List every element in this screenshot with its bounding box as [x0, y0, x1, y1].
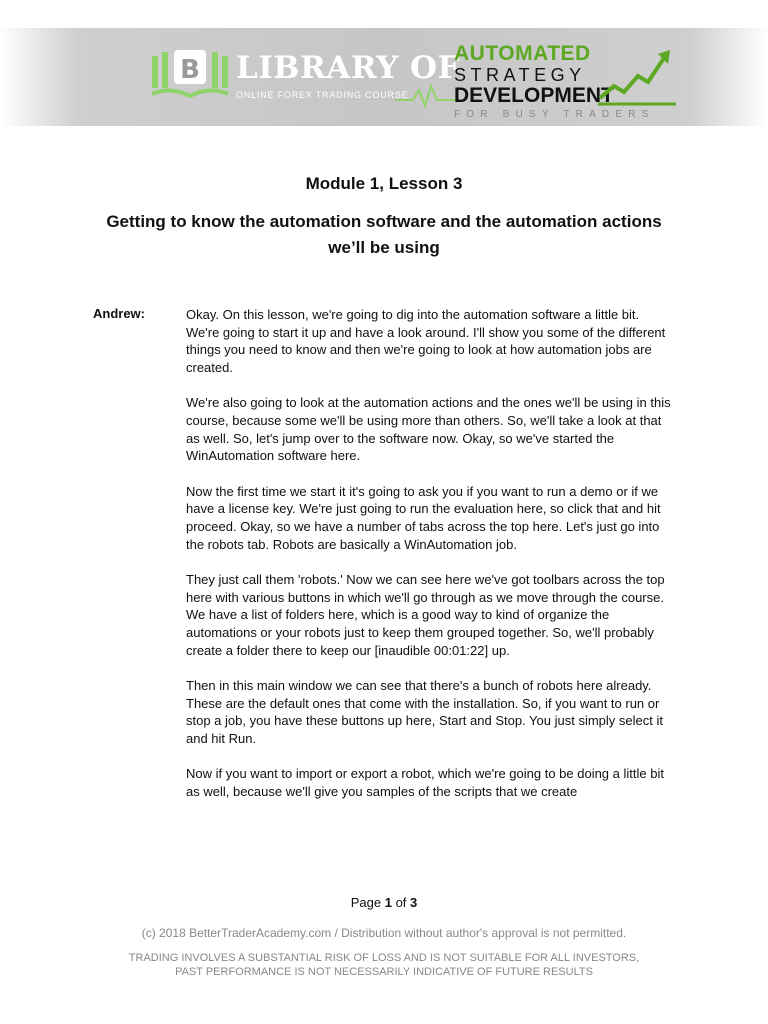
- strategy-line-automated: AUTOMATED: [454, 42, 591, 65]
- page-number: [0, 895, 768, 910]
- strategy-line-tagline: FOR BUSY TRADERS: [454, 109, 655, 120]
- page-total: 3: [410, 895, 418, 910]
- library-subtitle: ONLINE FOREX TRADING COURSE: [236, 90, 409, 100]
- transcript-paragraph: They just call them 'robots.' Now we can see here we've got toolbars across the top here with various buttons in which we'll go through as we move through the course. We have a list of folders here, which is a good way to kind of organize the automations or your robots just to keep them grouped together. So, we'll probably create a folder there to keep our [inaudible 00:01:22] up.: [186, 571, 665, 658]
- logo-letter: B: [180, 55, 200, 85]
- transcript-paragraph: We're also going to look at the automation actions and the ones we'll be using in this course, because some we'll be using more than others. So, we'll take a look at that as well. So, let's jump over to the software now. Okay, so we've started the WinAutomation software here.: [186, 395, 671, 464]
- speaker-label: Andrew:: [93, 306, 145, 321]
- page-current: 1: [384, 895, 392, 910]
- risk-disclaimer: [0, 951, 768, 979]
- trend-chart-icon: [598, 46, 678, 106]
- pulse-line-icon: [395, 80, 460, 110]
- transcript-paragraph: Now the first time we start it it's going to ask you if you want to run a demo or if we have a license key. We're just going to run the evaluation here, so click that and hit proceed. Okay, so we have a number of tabs across the top here. Let's just go into the robots tab. Robots are basically a WinAutomation job.: [186, 483, 661, 552]
- header-banner: [0, 28, 768, 126]
- library-book-logo-icon: [150, 50, 230, 106]
- transcript-paragraph: Now if you want to import or export a robot, which we're going to be doing a little bit as well, because we'll give you samples of the scripts that we create: [186, 766, 664, 799]
- strategy-line-development: DEVELOPMENT: [454, 84, 614, 107]
- transcript-paragraph: Then in this main window we can see that there's a bunch of robots here already. These are the default ones that come with the installation. So, if you want to run or stop a job, you have these buttons up here, Start and Stop. You just simply select it and hit Run.: [186, 677, 663, 747]
- module-heading: Module 1, Lesson 3: [305, 174, 463, 193]
- library-title: LIBRARY OF: [236, 50, 461, 86]
- disclaimer-line: TRADING INVOLVES A SUBSTANTIAL RISK OF LOSS AND IS NOT SUITABLE FOR ALL INVESTORS,: [128, 952, 640, 964]
- strategy-line-strategy: STRATEGY: [454, 65, 586, 85]
- copyright-notice: (c) 2018 BetterTraderAcademy.com / Distribution without author's approval is not permitted.: [141, 926, 627, 940]
- transcript-body: [186, 306, 672, 818]
- transcript-paragraph: Okay. On this lesson, we're going to dig into the automation software a little bit. We're going to start it up and have a look around. I'll show you some of the different things you need to know and then we're going to look at how automation jobs are created.: [186, 307, 666, 376]
- page-label: Page: [350, 895, 382, 910]
- disclaimer-line: PAST PERFORMANCE IS NOT NECESSARILY INDICATIVE OF FUTURE RESULTS: [175, 966, 593, 978]
- page-of: of: [395, 895, 407, 910]
- lesson-title: Getting to know the automation software and the automation actions we’ll be using: [106, 212, 662, 257]
